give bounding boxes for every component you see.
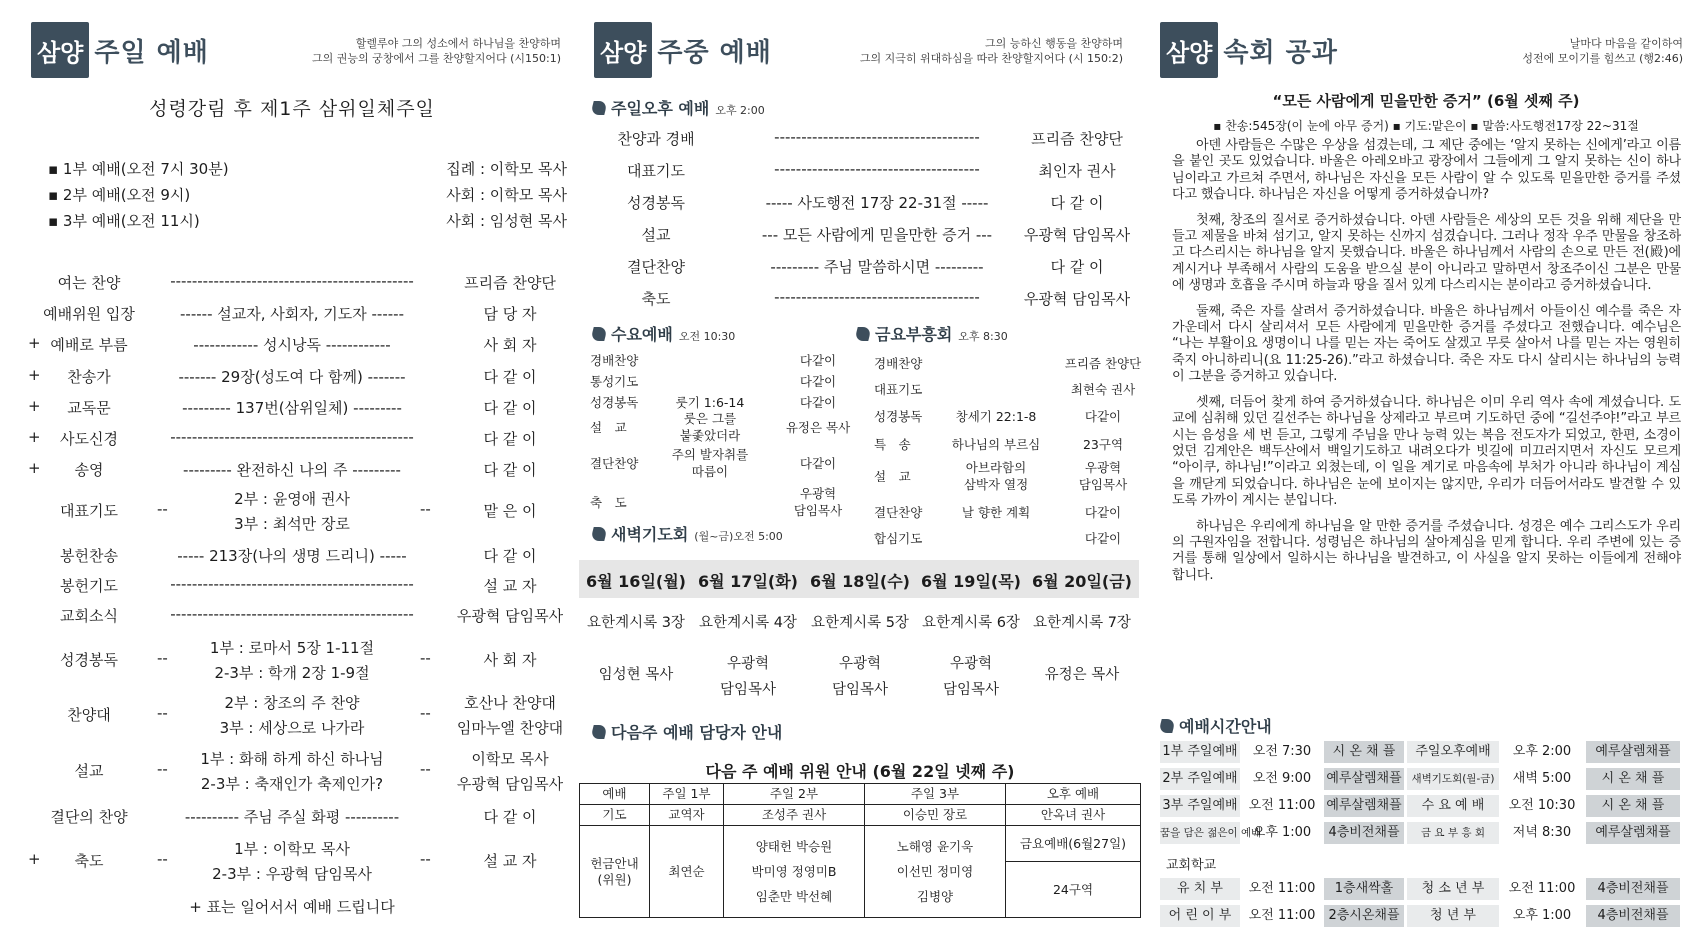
- dawn-preacher: 유정은 목사: [1044, 667, 1120, 683]
- dawn-preacher: 담임목사: [831, 682, 889, 698]
- item-detail: 따름이: [691, 464, 729, 479]
- dawn-day: 6월 20일(금): [1032, 572, 1132, 591]
- item-label: 성경봉독: [60, 651, 118, 669]
- leaf-icon: [854, 327, 871, 341]
- item-detail: ------ 설교자, 사회자, 기도자 ------: [180, 305, 404, 324]
- dawn-scripture: 요한계시록 7장: [1033, 615, 1131, 631]
- lesson-title: “모든 사람에게 믿을만한 증거” (6월 셋째 주): [1272, 92, 1580, 110]
- item-detail: ----- 사도행전 17장 22-31절 -----: [765, 194, 989, 212]
- item-detail: 창세기 22:1-8: [955, 409, 1037, 424]
- section-friday: 금요부흥회 오후 8:30: [856, 322, 1008, 345]
- timetable-cell: 오전 10:30: [1508, 798, 1576, 813]
- item-label: 송영: [74, 461, 104, 480]
- church-logo: 삼양: [594, 22, 652, 78]
- item-leader: 다 같 이: [483, 547, 537, 565]
- item-label: 합심기도: [874, 531, 923, 546]
- timetable-cell: 3부 주일예배: [1160, 795, 1240, 817]
- item-detail: 2부 : 윤영애 권사: [234, 490, 350, 508]
- timetable-cell: 오후 1:00: [1252, 825, 1312, 840]
- item-detail: --- 모든 사람에게 믿을만한 증거 ---: [761, 226, 993, 244]
- timetable-cell: 오전 11:00: [1248, 881, 1316, 896]
- dawn-day: 6월 18일(수): [810, 572, 910, 591]
- item-leader: 프리즘 찬양단: [464, 274, 556, 292]
- section-next-week: 다음주 예배 담당자 안내: [592, 720, 782, 743]
- item-detail: 하나님의 부르심: [951, 437, 1041, 452]
- item-leader: 호산나 찬양대: [464, 694, 556, 712]
- item-label: 통성기도: [590, 374, 639, 389]
- item-leader: 다 같 이: [483, 808, 537, 826]
- school-label: 교회학교: [1166, 858, 1217, 873]
- item-leader: 최현숙 권사: [1070, 382, 1136, 397]
- leaf-icon: [590, 725, 607, 739]
- dawn-preacher: 우광혁: [838, 656, 882, 672]
- timetable-cell: 4층비전채플: [1586, 878, 1680, 900]
- item-detail: ----- 213장(나의 생명 드리니) -----: [177, 547, 407, 565]
- stand-mark: +: [28, 428, 41, 446]
- leaf-icon: [1158, 719, 1175, 733]
- timetable-cell: 4층비전채플: [1586, 905, 1680, 927]
- item-leader: 23구역: [1082, 437, 1124, 452]
- dash: --: [157, 850, 168, 868]
- dash: --: [420, 760, 431, 778]
- item-leader: 프리즘 찬양단: [1031, 130, 1123, 148]
- timetable-cell: 시 온 채 플: [1586, 768, 1680, 790]
- dawn-day: 6월 16일(월): [586, 572, 686, 591]
- dawn-scripture: 요한계시록 4장: [699, 615, 797, 631]
- dash: --: [157, 760, 168, 778]
- timetable-cell: 예루살렘채플: [1586, 741, 1680, 763]
- timetable-cell: 예루살렘채플: [1324, 768, 1404, 790]
- item-detail: --------- 137번(삼위일체) ---------: [182, 398, 402, 417]
- item-label: 예배로 부름: [50, 336, 128, 355]
- item-leader: 우광혁: [1084, 460, 1122, 475]
- timetable-cell: 예루살렘채플: [1324, 795, 1404, 817]
- item-detail: --------------------------------------: [774, 160, 980, 178]
- timetable-cell: 오전 11:00: [1248, 798, 1316, 813]
- left-header-quote: 할렐루야 그의 성소에서 하나님을 찬양하며 그의 권능의 궁창에서 그를 찬양할지어다 (시150:1): [311, 37, 561, 65]
- item-detail: 붙좇았더라: [679, 428, 741, 443]
- item-detail: ---------------------------------------------: [170, 272, 414, 290]
- item-label: 결단찬양: [627, 258, 685, 276]
- dash: --: [420, 704, 431, 722]
- item-label: 사도신경: [60, 430, 118, 448]
- timetable-cell: 4층비전채플: [1324, 822, 1404, 844]
- right-header: [1160, 22, 1338, 78]
- right-header-quote: 날마다 마음을 같이하여 성전에 모이기를 힘쓰고 (행2:46): [1522, 37, 1683, 65]
- item-detail: 2-3부 : 우광혁 담임목사: [212, 865, 372, 883]
- item-label: 설 교: [590, 420, 627, 435]
- item-detail: 2부 : 창조의 주 찬양: [224, 694, 360, 712]
- item-detail: 3부 : 세상으로 나가라: [219, 719, 365, 737]
- item-leader: 우광혁 담임목사: [456, 607, 564, 625]
- item-label: 설 교: [874, 469, 911, 484]
- item-detail: 3부 : 최석만 장로: [234, 515, 350, 533]
- item-leader: 설 교 자: [483, 577, 537, 595]
- item-leader: 다 같 이: [483, 430, 537, 448]
- item-detail: 2-3부 : 축재인가 축제인가?: [200, 775, 384, 793]
- item-label: 설교: [641, 226, 671, 244]
- item-detail: 2-3부 : 학개 2장 1-9절: [214, 664, 370, 682]
- timetable-cell: 수 요 예 배: [1407, 795, 1499, 817]
- item-leader: 다 같 이: [1050, 194, 1104, 212]
- timetable-cell: 1층새싹홀: [1324, 878, 1404, 900]
- item-detail: --------- 완전하신 나의 주 ---------: [183, 461, 401, 480]
- item-leader: 담임목사: [793, 503, 843, 518]
- service-leader: 사회 : 임성현 목사: [446, 212, 567, 230]
- item-label: 결단의 찬양: [50, 808, 128, 826]
- item-leader: 우광혁: [799, 486, 837, 501]
- paragraph: 첫째, 창조의 질서로 증거하셨습니다. 아덴 사람들은 세상의 모든 것을 위해 제단을 만들고 제물을 바쳐 섬기고, 알지 못하는 신까지 섬겼습니다. 그러나 정작 우주 만물을 창조하고 다스리시는 하나님을 알지 못했습니다. 바울은 하나님께서 사람의 손으로 만든 전(殿)에 계시거나 부족해서 사람의 도움을 받으실 분이 아니라고 말하면서 창조주이신 그분은 만물에 생명과 호흡을 주시며 하늘과 땅을 질서 있게 다스리시는 분이라고 증거하셨습니다.: [1172, 212, 1681, 294]
- item-label: 축도: [74, 852, 104, 870]
- item-detail: ------------ 성시낭독 ------------: [193, 336, 391, 355]
- item-detail: 1부 : 로마서 5장 1-11절: [209, 639, 375, 657]
- timetable-cell: 새벽기도회(월-금): [1407, 768, 1499, 790]
- dash: --: [157, 649, 168, 667]
- item-leader: 다 같 이: [1050, 258, 1104, 276]
- stand-mark: +: [28, 396, 41, 415]
- timetable-cell: 예루살렘채플: [1586, 822, 1680, 844]
- timetable-cell: 청 소 년 부: [1407, 878, 1499, 900]
- table-row: 예배 주일 1부 주일 2부 주일 3부 오후 예배: [580, 784, 1141, 805]
- table-row: 기도 교역자 조성주 권사 이승민 장로 안옥녀 권사: [580, 805, 1141, 826]
- dawn-scripture: 요한계시록 5장: [811, 615, 909, 631]
- service-item: ▪ 3부 예배(오전 11시): [48, 212, 200, 230]
- item-label: 대표기도: [627, 162, 685, 180]
- item-detail: 주의 발자취를: [671, 447, 749, 462]
- item-leader: 설 교 자: [483, 852, 537, 870]
- item-label: 예배위원 입장: [43, 305, 135, 324]
- dawn-preacher: 우광혁: [726, 656, 770, 672]
- item-label: 경배찬양: [874, 356, 923, 371]
- item-label: 설교: [74, 762, 104, 780]
- dash: --: [157, 704, 168, 722]
- item-detail: 1부 : 화해 하게 하신 하나님: [200, 750, 384, 768]
- mid-header: [594, 22, 772, 78]
- item-detail: --------------------------------------: [774, 128, 980, 146]
- item-leader: 다같이: [799, 353, 837, 368]
- next-week-table: [579, 783, 1141, 918]
- item-leader: 다같이: [1084, 505, 1122, 520]
- section-timetable: 예배시간안내: [1160, 714, 1272, 737]
- lesson-article: [1172, 138, 1681, 593]
- item-leader: 사 회 자: [483, 336, 537, 355]
- item-label: 교독문: [67, 398, 111, 417]
- dawn-scripture: 요한계시록 6장: [922, 615, 1020, 631]
- item-leader: 다 같 이: [483, 367, 537, 386]
- item-label: 찬송가: [67, 367, 111, 386]
- item-label: 결단찬양: [590, 456, 639, 471]
- table-row: 헌금안내 (위원) 최연순 양태헌 박승원 박미영 정영미B 임춘만 박선혜 노해영 윤기욱 이선민 정미영 김병양 금요예배(6월27일): [580, 826, 1141, 862]
- timetable-cell: 시 온 채 플: [1586, 795, 1680, 817]
- timetable-cell: 오전 7:30: [1252, 744, 1312, 759]
- sunday-title: 성령강림 후 제1주 삼위일체주일: [149, 98, 435, 120]
- section-afternoon: 주일오후 예배 오후 2:00: [592, 96, 765, 119]
- timetable-cell: 저녁 8:30: [1512, 825, 1572, 840]
- right-header-title: 속회 공과: [1223, 37, 1338, 68]
- item-detail: --------- 주님 말씀하시면 ---------: [770, 258, 984, 276]
- item-detail: ---------------------------------------------: [170, 605, 414, 623]
- dawn-preacher: 우광혁: [949, 656, 993, 672]
- dawn-scripture: 요한계시록 3장: [587, 615, 685, 631]
- item-detail: 1부 : 이학모 목사: [234, 840, 350, 858]
- item-label: 결단찬양: [874, 505, 923, 520]
- item-detail: 룻은 그를: [683, 411, 737, 426]
- table-row: 24구역: [580, 862, 1141, 918]
- item-leader: 다같이: [799, 456, 837, 471]
- item-leader: 담임목사: [1078, 477, 1128, 492]
- stand-mark: +: [28, 850, 41, 868]
- dash: --: [420, 500, 431, 518]
- timetable-cell: 시 온 채 플: [1324, 741, 1404, 763]
- item-leader: 우광혁 담임목사: [1023, 290, 1131, 308]
- item-detail: ---------- 주님 주실 화평 ----------: [184, 808, 400, 826]
- item-label: 경배찬양: [590, 353, 639, 368]
- item-label: 성경봉독: [627, 194, 685, 212]
- item-leader: 프리즘 찬양단: [1064, 356, 1142, 371]
- item-label: 성경봉독: [874, 409, 923, 424]
- timetable-cell: 오후 2:00: [1512, 744, 1572, 759]
- dash: --: [420, 850, 431, 868]
- item-label: 교회소식: [60, 607, 118, 625]
- timetable-cell: 주일오후예배: [1407, 741, 1499, 763]
- item-leader: 다같이: [1084, 409, 1122, 424]
- item-detail: 아브라함의: [965, 460, 1027, 475]
- church-logo: 삼양: [31, 22, 89, 78]
- service-leader: 사회 : 이학모 목사: [446, 186, 567, 204]
- timetable-cell: 청 년 부: [1407, 905, 1499, 927]
- item-label: 성경봉독: [590, 395, 639, 410]
- item-leader: 다 같 이: [483, 461, 537, 480]
- item-leader: 최인자 권사: [1038, 162, 1116, 180]
- section-dawn: 새벽기도회 (월~금)오전 5:00: [592, 522, 783, 545]
- item-leader: 다 같 이: [483, 398, 537, 417]
- timetable-cell: 오전 9:00: [1252, 771, 1312, 786]
- item-leader: 유정은 목사: [785, 420, 851, 435]
- item-leader: 우광혁 담임목사: [1023, 226, 1131, 244]
- timetable-cell: 어 린 이 부: [1160, 905, 1240, 927]
- left-header: [31, 22, 209, 78]
- dawn-day: 6월 19일(목): [921, 572, 1021, 591]
- item-label: 찬양대: [67, 706, 111, 724]
- item-leader: 우광혁 담임목사: [456, 775, 564, 793]
- lesson-meta: ▪ 찬송:545장(이 눈에 아무 증거) ▪ 기도:맡은이 ▪ 말씀:사도행전17장 22~31절: [1213, 119, 1639, 133]
- paragraph: 아덴 사람들은 수많은 우상을 섬겼는데, 그 제단 중에는 ‘알지 못하는 신에게’라고 이름을 붙인 곳도 있었습니다. 바울은 아레오바고 광장에서 그들에게 그 알지 못하는 신이 하나님이라고 가르쳐 주면서, 하나님은 자신을 모든 사람이 알 수 있도록 믿을만한 증거를 주셨다고 했습니다. 하나님은 자신을 어떻게 증거하셨습니까?: [1172, 138, 1681, 203]
- item-leader: 임마누엘 찬양대: [456, 719, 564, 737]
- item-detail: ------- 29장(성도여 다 함께) -------: [178, 367, 406, 386]
- item-detail: 삼박자 열정: [963, 477, 1029, 492]
- timetable-cell: 금 요 부 흥 회: [1407, 822, 1499, 844]
- stand-mark: +: [28, 365, 41, 384]
- item-detail: 룻기 1:6-14: [675, 395, 745, 410]
- item-detail: ---------------------------------------------: [170, 428, 414, 446]
- item-label: 축도: [641, 290, 671, 308]
- item-leader: 담 당 자: [483, 305, 537, 324]
- leaf-icon: [590, 101, 607, 115]
- item-label: 특 송: [874, 437, 911, 452]
- timetable-cell: 오후 1:00: [1512, 908, 1572, 923]
- item-detail: ---------------------------------------------: [170, 575, 414, 593]
- item-detail: --------------------------------------: [774, 288, 980, 306]
- mid-header-quote: 그의 능하신 행동을 찬양하며 그의 지극히 위대하심을 따라 찬양할지어다 (시 150:2): [859, 37, 1123, 65]
- timetable-cell: 꿈을 담은 젊은이 예배: [1160, 822, 1240, 844]
- paragraph: 둘째, 죽은 자를 살려서 증거하셨습니다. 바울은 하나님께서 아들이신 예수를 죽은 자 가운데서 다시 살리셔서 모든 사람에게 믿을만한 증거를 주셨다고 전했습니다. 예수님은 “나는 부활이요 생명이니 나를 믿는 자는 죽어도 살겠고 무릇 살아서 나를 믿는 자는 영원히 죽지 아니하리니(요 11:25-26).”라고 하셨습니다. 죽은 자도 다시 살리시는 하나님의 능력이 그분을 증거하고 있습니다.: [1172, 303, 1681, 385]
- item-label: 대표기도: [874, 382, 923, 397]
- item-leader: 맡 은 이: [483, 502, 537, 520]
- timetable-cell: 유 치 부: [1160, 878, 1240, 900]
- item-label: 봉헌찬송: [60, 547, 118, 565]
- service-leader: 집례 : 이학모 목사: [446, 160, 567, 178]
- item-label: 대표기도: [60, 502, 118, 520]
- item-leader: 사 회 자: [483, 651, 537, 669]
- section-wednesday: 수요예배 오전 10:30: [592, 322, 735, 345]
- timetable-cell: 2층시온채플: [1324, 905, 1404, 927]
- service-item: ▪ 1부 예배(오전 7시 30분): [48, 160, 229, 178]
- dawn-preacher: 담임목사: [719, 682, 777, 698]
- next-week-subtitle: 다음 주 예배 위원 안내 (6월 22일 넷째 주): [705, 762, 1015, 781]
- item-leader: 다같이: [799, 374, 837, 389]
- dawn-preacher: 담임목사: [942, 682, 1000, 698]
- dawn-day: 6월 17일(화): [698, 572, 798, 591]
- dash: --: [420, 649, 431, 667]
- left-header-title: 주일 예배: [94, 37, 209, 68]
- item-detail: 날 향한 계획: [961, 505, 1031, 520]
- paragraph: 셋째, 더듬어 찾게 하여 증거하셨습니다. 하나님은 이미 우리 역사 속에 계셨습니다. 도교에 심취해 있던 길선주는 하나님을 상제라고 부르며 기도하던 중에 “길선주야!”라고 부르시는 음성을 세 번 듣고, 그렇게 주님을 만나 능력 있는 복음 전도자가 되었고, 한편, 소경이었던 김계안은 백두산에서 백일기도하고 내려오다가 빗길에 미끄러지면서 자신도 모르게 “아이쿠, 하나님!”이라고 외쳤는데, 이 일을 계기로 마음속에 부처가 아니라 하나님이 계심을 깨닫게 되었습니다. 하나님은 눈에 보이지는 않지만, 우리가 더듬어서라도 발견할 수 있도록 가까이 계시는 분입니다.: [1172, 394, 1681, 509]
- timetable-cell: 1부 주일예배: [1160, 741, 1240, 763]
- timetable-cell: 오전 11:00: [1508, 881, 1576, 896]
- item-label: 찬양과 경배: [617, 130, 695, 148]
- item-label: 봉헌기도: [60, 577, 118, 595]
- item-label: 여는 찬양: [57, 274, 121, 292]
- leaf-icon: [590, 327, 607, 341]
- paragraph: 하나님은 우리에게 하나님을 알 만한 증거를 주셨습니다. 성경은 예수 그리스도가 우리의 구원자임을 전합니다. 성령님은 하나님의 살아계심을 믿게 합니다. 우리 주변에 있는 증거를 통해 일상에서 일하시는 하나님을 발견하고, 이 사실을 알지 못하는 이들에게 전해야 합니다.: [1172, 518, 1681, 583]
- dawn-preacher: 임성현 목사: [598, 667, 674, 683]
- standing-note: + 표는 일어서서 예배 드립니다: [189, 898, 395, 916]
- stand-mark: +: [28, 459, 41, 478]
- item-leader: 이학모 목사: [471, 750, 549, 768]
- service-item: ▪ 2부 예배(오전 9시): [48, 186, 191, 204]
- leaf-icon: [590, 527, 607, 541]
- church-logo: 삼양: [1160, 22, 1218, 78]
- timetable-cell: 오전 11:00: [1248, 908, 1316, 923]
- item-label: 축 도: [590, 495, 627, 510]
- dash: --: [157, 500, 168, 518]
- timetable-cell: 2부 주일예배: [1160, 768, 1240, 790]
- stand-mark: +: [28, 334, 41, 353]
- item-leader: 다같이: [799, 395, 837, 410]
- timetable-cell: 새벽 5:00: [1512, 771, 1572, 786]
- item-leader: 다같이: [1084, 531, 1122, 546]
- mid-header-title: 주중 예배: [657, 37, 772, 68]
